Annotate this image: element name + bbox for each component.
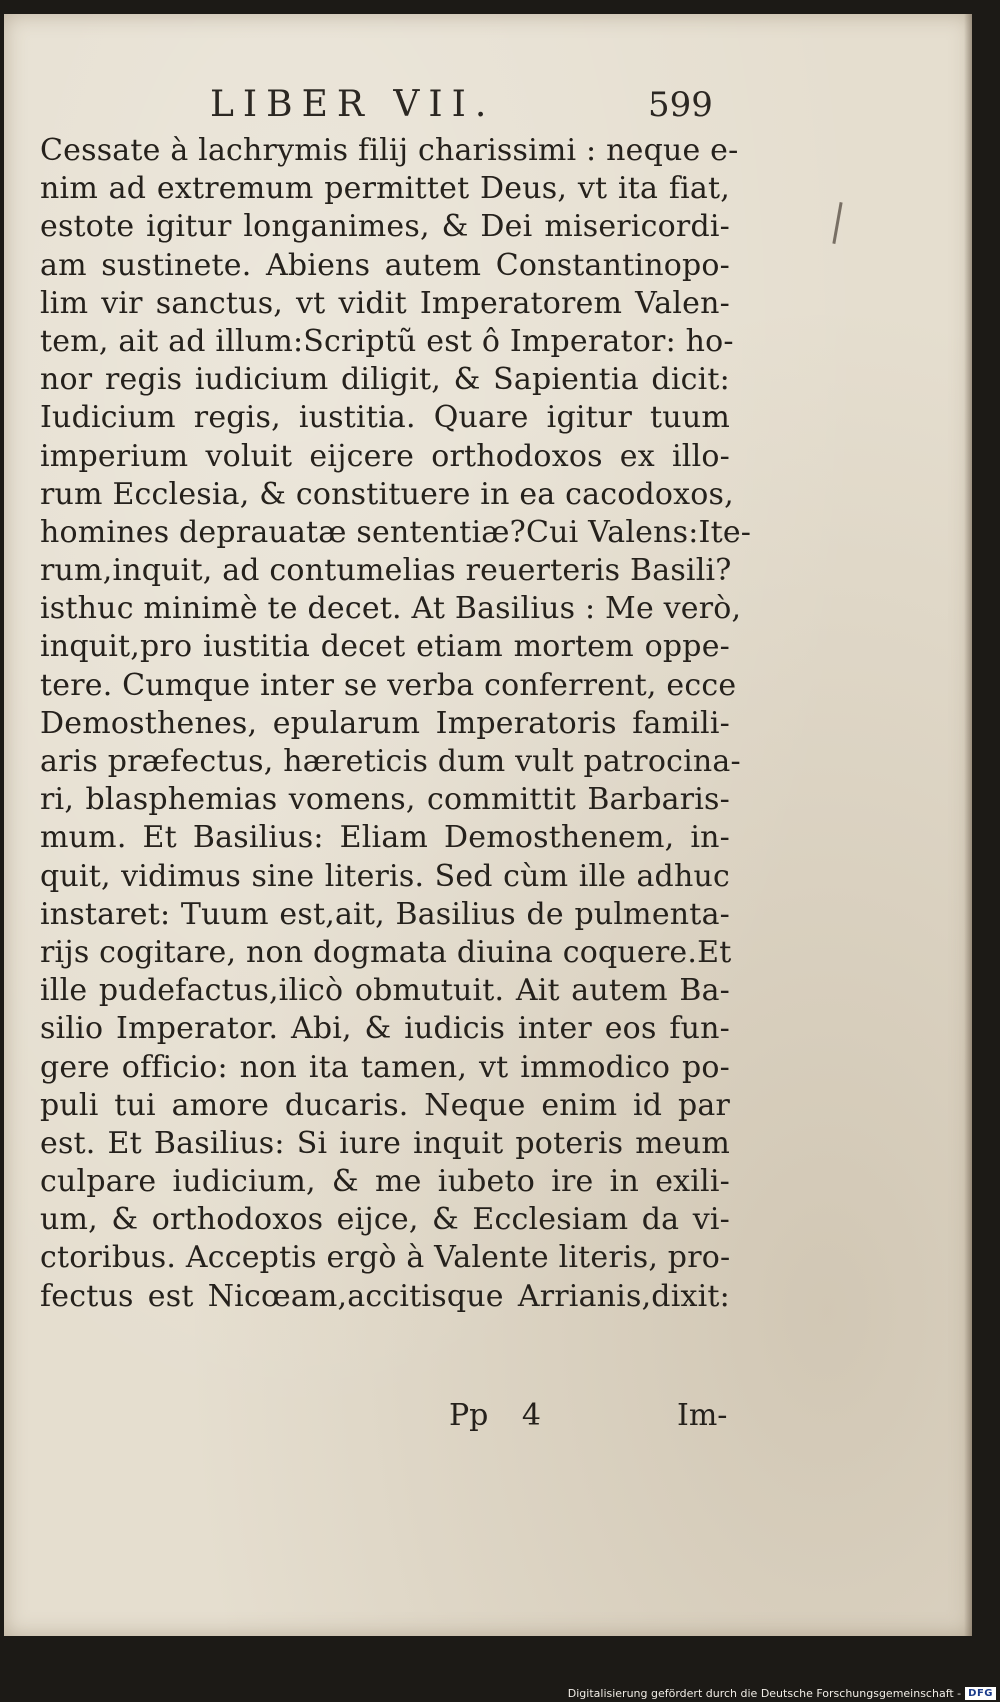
- credit-text: Digitalisierung gefördert durch die Deutsche Forschungsgemeinschaft -: [567, 1687, 962, 1700]
- text-line: am sustinete. Abiens autem Constantinopo-: [40, 247, 730, 283]
- dfg-logo: DFG: [965, 1687, 996, 1700]
- page-footer: [4, 1394, 972, 1438]
- page-edge-shadow: [964, 14, 972, 1636]
- text-line: inquit,pro iustitia decet etiam mortem oppe-: [40, 629, 730, 665]
- text-line: nor regis iudicium diligit, & Sapientia dicit:: [40, 362, 730, 398]
- page-header: [4, 80, 972, 130]
- page-number: 599: [648, 85, 713, 125]
- body-text: [40, 132, 752, 1316]
- text-line: mum. Et Basilius: Eliam Demosthenem, in-: [40, 820, 730, 856]
- text-line: rum,inquit, ad contumelias reuerteris Basili?: [40, 553, 732, 589]
- text-line: est. Et Basilius: Si iure inquit poteris meum: [40, 1125, 730, 1161]
- text-line: rijs cogitare, non dogmata diuina coquere.Et: [40, 934, 732, 970]
- text-line: ri, blasphemias vomens, committit Barbaris-: [40, 782, 730, 818]
- text-line: instaret: Tuum est,ait, Basilius de pulmenta-: [40, 896, 730, 932]
- catchword: Im-: [677, 1398, 728, 1433]
- running-head: LIBER VII.: [210, 84, 496, 125]
- text-line: lim vir sanctus, vt vidit Imperatorem Valen-: [40, 285, 730, 321]
- text-line: gere officio: non ita tamen, vt immodico po-: [40, 1049, 730, 1085]
- text-line: ille pudefactus,ilicò obmutuit. Ait autem Ba-: [40, 973, 730, 1009]
- text-line: Demosthenes, epularum Imperatoris famili-: [40, 705, 730, 741]
- text-line: isthuc minimè te decet. At Basilius : Me verò,: [40, 591, 742, 627]
- text-line: aris præfectus, hæreticis dum vult patrocina-: [40, 744, 741, 779]
- text-line: tem, ait ad illum:Scriptũ est ô Imperator: ho-: [40, 323, 734, 359]
- signature-mark: Pp 4: [449, 1398, 542, 1433]
- text-line: imperium voluit eijcere orthodoxos ex illo-: [40, 438, 730, 474]
- digitization-credit: [568, 1687, 996, 1700]
- text-line: silio Imperator. Abi, & iudicis inter eos fun-: [40, 1011, 730, 1047]
- text-line: Iudicium regis, iustitia. Quare igitur tuum: [40, 400, 730, 436]
- text-line: fectus est Nicœam,accitisque Arrianis,dixit:: [40, 1278, 730, 1314]
- text-line: culpare iudicium, & me iubeto ire in exili-: [40, 1164, 730, 1200]
- text-line: ctoribus. Acceptis ergò à Valente literis, pro-: [40, 1240, 731, 1276]
- text-line: estote igitur longanimes, & Dei misericordi-: [40, 209, 730, 245]
- text-line: puli tui amore ducaris. Neque enim id par: [40, 1087, 730, 1123]
- text-line: nim ad extremum permittet Deus, vt ita fiat,: [40, 171, 730, 207]
- text-line: homines deprauatæ sententiæ?Cui Valens:Ite-: [40, 514, 752, 550]
- text-line: quit, vidimus sine literis. Sed cùm ille adhuc: [40, 858, 730, 894]
- text-line: rum Ecclesia, & constituere in ea cacodoxos,: [40, 476, 734, 512]
- book-page: [4, 14, 972, 1636]
- text-line: um, & orthodoxos eijce, & Ecclesiam da vi-: [40, 1202, 730, 1238]
- text-line: tere. Cumque inter se verba conferrent, ecce: [40, 667, 737, 703]
- text-line: Cessate à lachrymis filij charissimi : neque e-: [40, 133, 739, 168]
- margin-pen-mark: [832, 202, 842, 244]
